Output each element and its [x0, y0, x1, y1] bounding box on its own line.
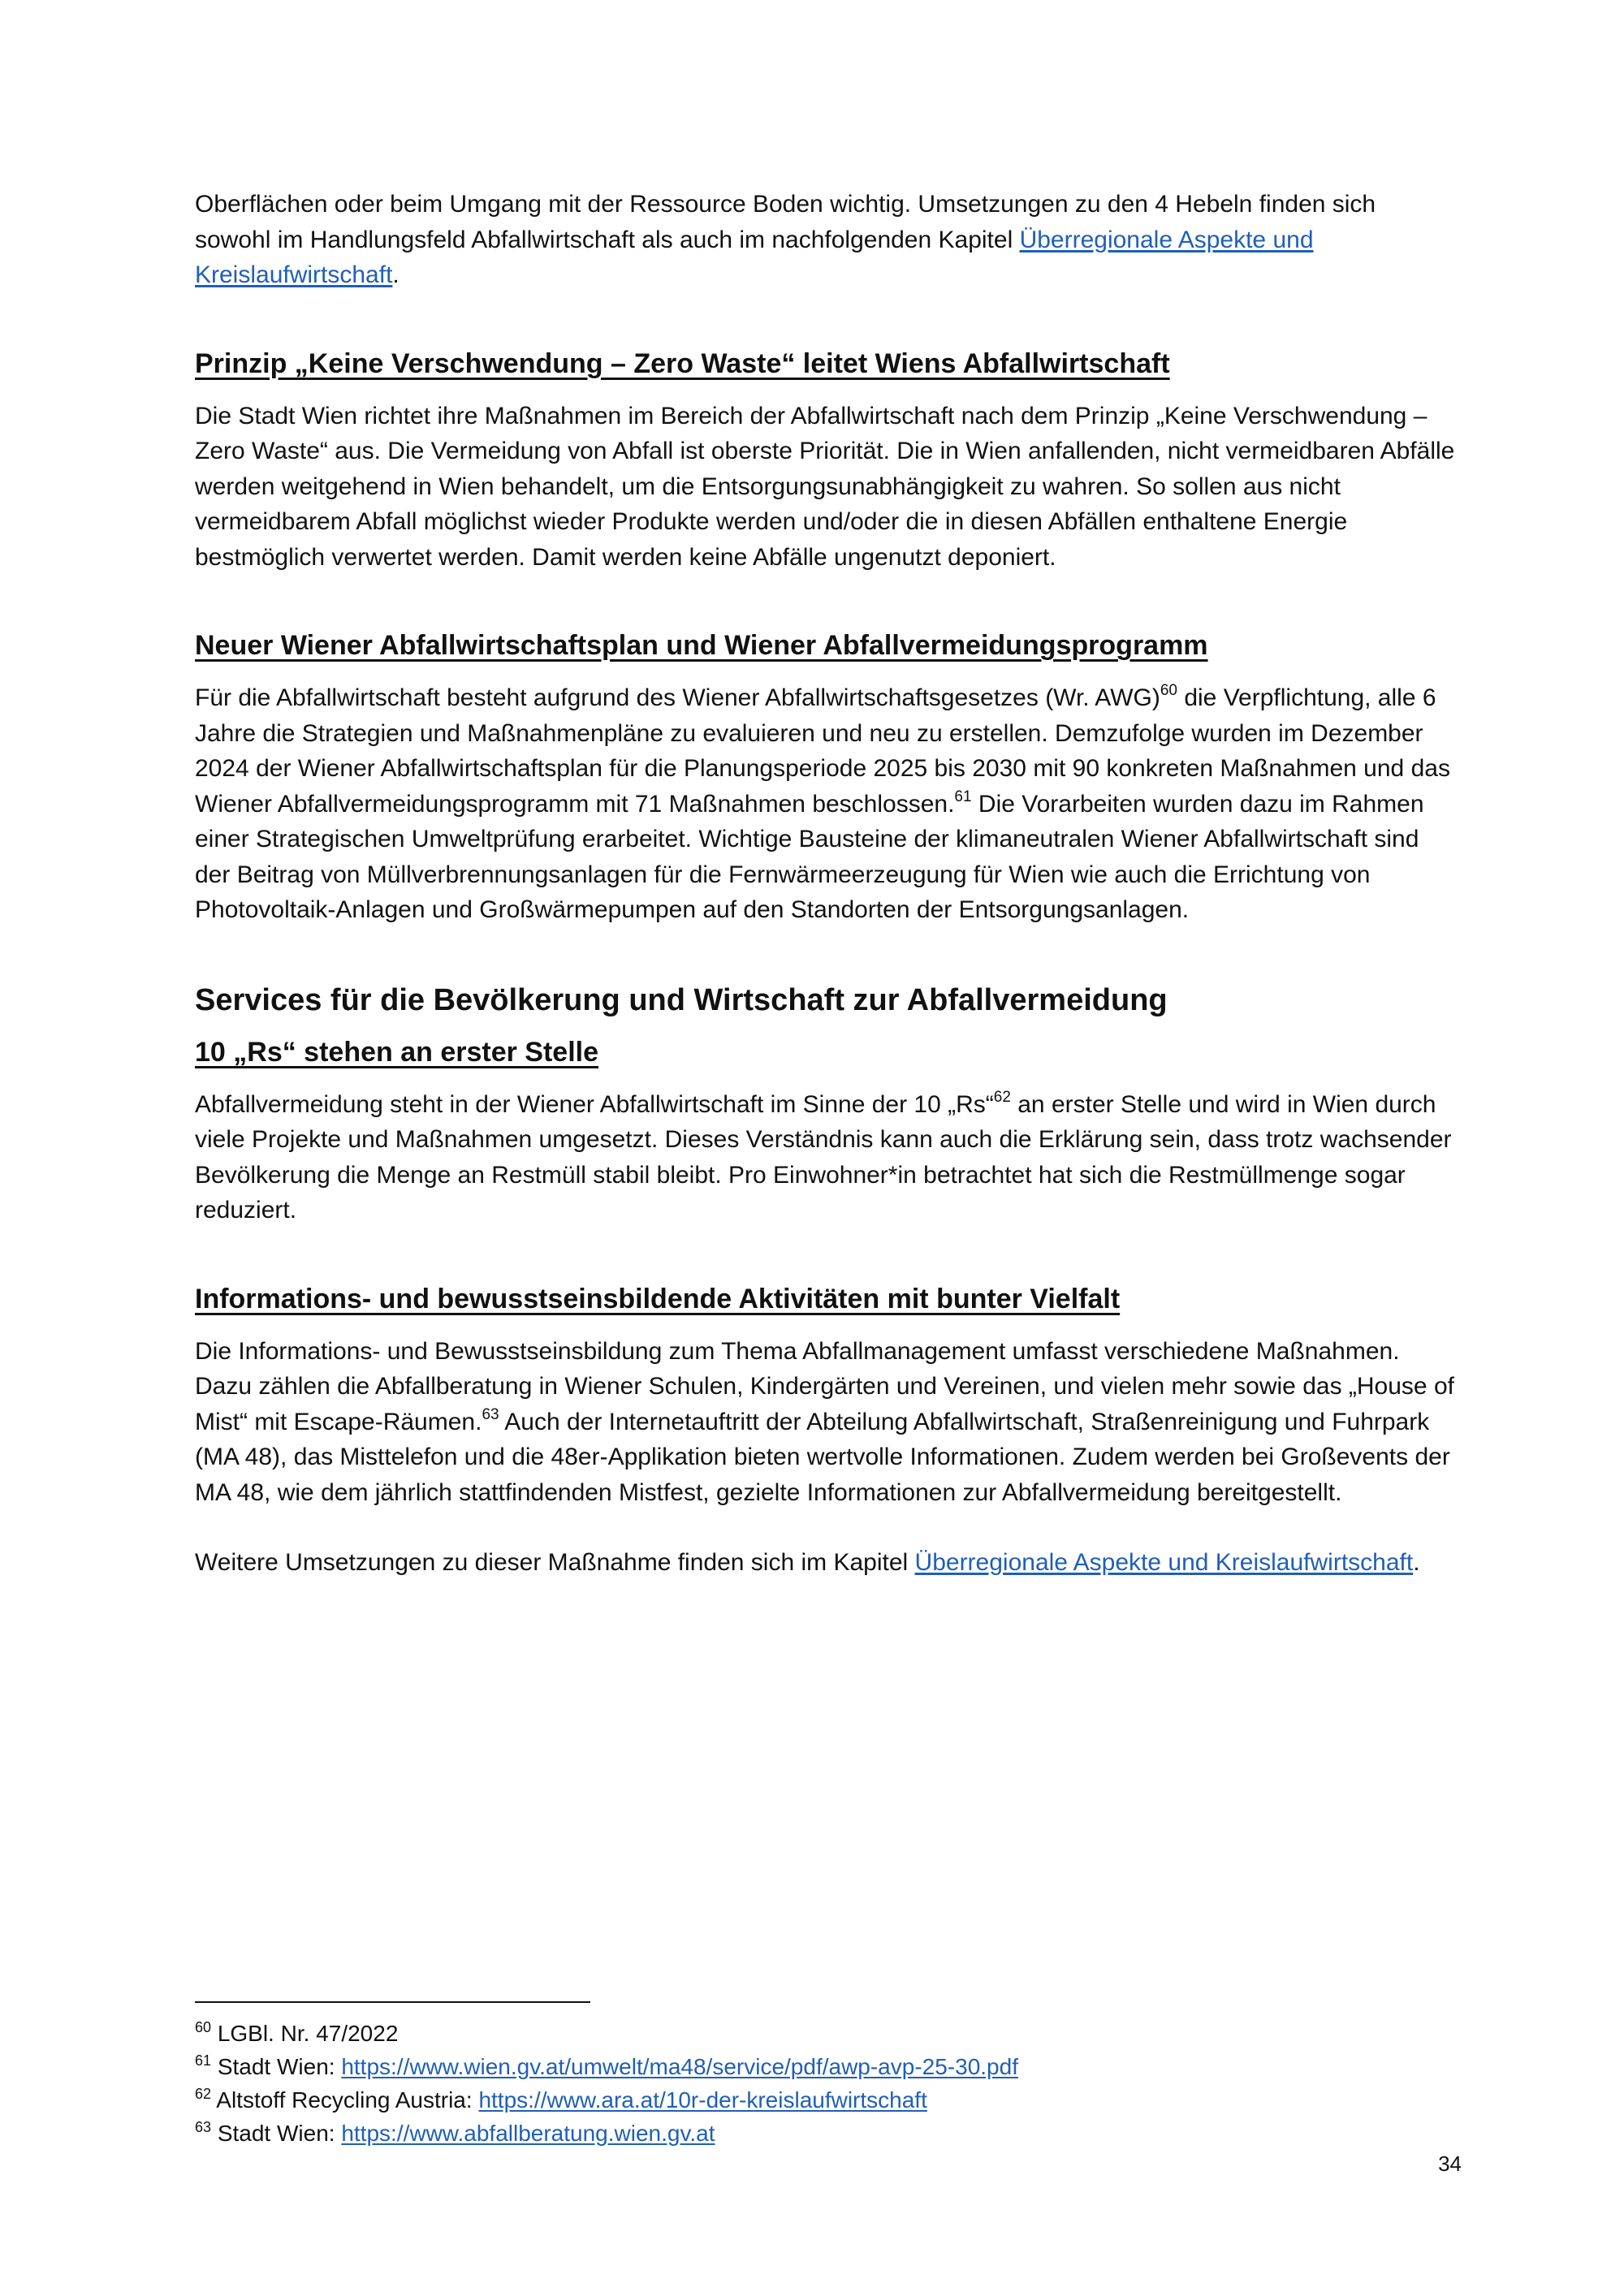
info-paragraph	[195, 1334, 1458, 1511]
plan-text-3: Die Vorarbeiten wurden dazu im Rahmen einer Strategischen Umweltprüfung erarbeitet. Wichtige Bausteine der klimaneutralen Wiener Abfallwirtschaft sind der Beitrag von Müllverbrennungsanlagen für die Fernwärmeerzeugung für Wien wie auch die Errichtung von Photovoltaik-Anlagen und Großwärmepumpen auf den Standorten der Entsorgungsanlagen.	[195, 790, 1424, 923]
intro-after: .	[392, 261, 400, 288]
zero-waste-heading: Prinzip „Keine Verschwendung – Zero Waste“ leitet Wiens Abfallwirtschaft	[195, 347, 1170, 379]
intro-paragraph	[195, 187, 1458, 293]
footnote-link[interactable]: https://www.wien.gv.at/umwelt/ma48/service/pdf/awp-avp-25-30.pdf	[341, 2054, 1018, 2079]
footnote-60	[195, 2017, 1458, 2050]
rs-paragraph	[195, 1087, 1458, 1228]
plan-text-2: die Verpflichtung, alle 6 Jahre die Strategien und Maßnahmenpläne zu evaluieren und neu zu erstellen. Demzufolge wurden im Dezember 2024 der Wiener Abfallwirtschaftsplan für die Planungsperiode 2025 bis 2030 mit 90 konkreten Maßnahmen und das Wiener Abfallvermeidungsprogramm mit 71 Maßnahmen beschlossen.	[195, 684, 1450, 818]
services-heading: Services für die Bevölkerung und Wirtschaft zur Abfallvermeidung	[195, 982, 1168, 1017]
info-heading: Informations- und bewusstseinsbildende Aktivitäten mit bunter Vielfalt	[195, 1283, 1121, 1314]
footnote-63	[195, 2117, 1458, 2150]
footnote-label: Stadt Wien:	[217, 2121, 342, 2146]
info-chapter-link[interactable]: Überregionale Aspekte und Kreislaufwirtschaft	[914, 1549, 1414, 1576]
footnote-label: Altstoff Recycling Austria:	[216, 2087, 479, 2113]
footnote-link[interactable]: https://www.ara.at/10r-der-kreislaufwirtschaft	[478, 2087, 927, 2113]
intro-text: Oberflächen oder beim Umgang mit der Ressource Boden wichtig. Umsetzungen zu den 4 Hebeln finden sich sowohl im Handlungsfeld Abfallwirtschaft als auch im nachfolgenden Kapitel	[195, 191, 1376, 253]
plan-paragraph	[195, 680, 1458, 928]
rs-text-2: an erster Stelle und wird in Wien durch viele Projekte und Maßnahmen umgesetzt. Dieses Verständnis kann auch die Erklärung sein, dass trotz wachsender Bevölkerung die Menge an Restmüll stabil bleibt. Pro Einwohner*in betrachtet hat sich die Restmüllmenge sogar reduziert.	[195, 1090, 1452, 1224]
info-more-paragraph	[195, 1545, 1458, 1581]
info-more-text: Weitere Umsetzungen zu dieser Maßnahme finden sich im Kapitel	[195, 1549, 915, 1576]
footnote-number: 62	[195, 2086, 212, 2102]
info-text-1: Die Informations- und Bewusstseinsbildung zum Thema Abfallmanagement umfasst verschiedene Maßnahmen. Dazu zählen die Abfallberatung in Wiener Schulen, Kindergärten und Vereinen, und vielen mehr sowie das „House of Mist“ mit Escape-Räumen.	[195, 1337, 1454, 1435]
footnote-ref-63[interactable]: 63	[482, 1405, 499, 1423]
rs-text-1: Abfallvermeidung steht in der Wiener Abfallwirtschaft im Sinne der 10 „Rs“	[195, 1090, 994, 1118]
intro-chapter-link[interactable]: Überregionale Aspekte und Kreislaufwirtschaft	[195, 226, 1314, 288]
footnote-number: 61	[195, 2052, 212, 2069]
footnote-number: 63	[195, 2119, 212, 2135]
footnote-number: 60	[195, 2019, 212, 2035]
info-text-2: Auch der Internetauftritt der Abteilung Abfallwirtschaft, Straßenreinigung und Fuhrpark (MA 48), das Misttelefon und die 48er-Applikation bieten wertvolle Informationen. Zudem werden bei Großevents der MA 48, wie dem jährlich stattfindenden Mistfest, gezielte Informationen zur Abfallvermeidung bereitgestellt.	[195, 1408, 1450, 1506]
info-more-after: .	[1413, 1549, 1420, 1576]
footnote-link[interactable]: https://www.abfallberatung.wien.gv.at	[341, 2121, 715, 2146]
footnote-text: LGBl. Nr. 47/2022	[217, 2021, 399, 2046]
plan-text-1: Für die Abfallwirtschaft besteht aufgrund des Wiener Abfallwirtschaftsgesetzes (Wr. AWG)	[195, 684, 1160, 711]
page-number: 34	[1438, 2151, 1462, 2176]
page-body	[195, 187, 1458, 1581]
rs-heading: 10 „Rs“ stehen an erster Stelle	[195, 1036, 599, 1068]
footnotes	[195, 2017, 1458, 2150]
footnote-62	[195, 2083, 1458, 2117]
footnote-label: Stadt Wien:	[217, 2054, 342, 2079]
footnote-ref-61[interactable]: 61	[954, 788, 972, 805]
footnote-ref-62[interactable]: 62	[993, 1088, 1011, 1106]
footnote-separator	[195, 2001, 590, 2003]
footnote-ref-60[interactable]: 60	[1160, 682, 1177, 699]
plan-heading: Neuer Wiener Abfallwirtschaftsplan und Wiener Abfallvermeidungsprogramm	[195, 630, 1208, 661]
zero-waste-paragraph: Die Stadt Wien richtet ihre Maßnahmen im Bereich der Abfallwirtschaft nach dem Prinzip „Keine Verschwendung – Zero Waste“ aus. Die Vermeidung von Abfall ist oberste Priorität. Die in Wien anfallenden, nicht vermeidbaren Abfälle werden weitgehend in Wien behandelt, um die Entsorgungsunabhängigkeit zu wahren. So sollen aus nicht vermeidbarem Abfall möglichst wieder Produkte werden und/oder die in diesen Abfällen enthaltene Energie bestmöglich verwertet werden. Damit werden keine Abfälle ungenutzt deponiert.	[195, 402, 1455, 571]
footnote-61	[195, 2050, 1458, 2083]
